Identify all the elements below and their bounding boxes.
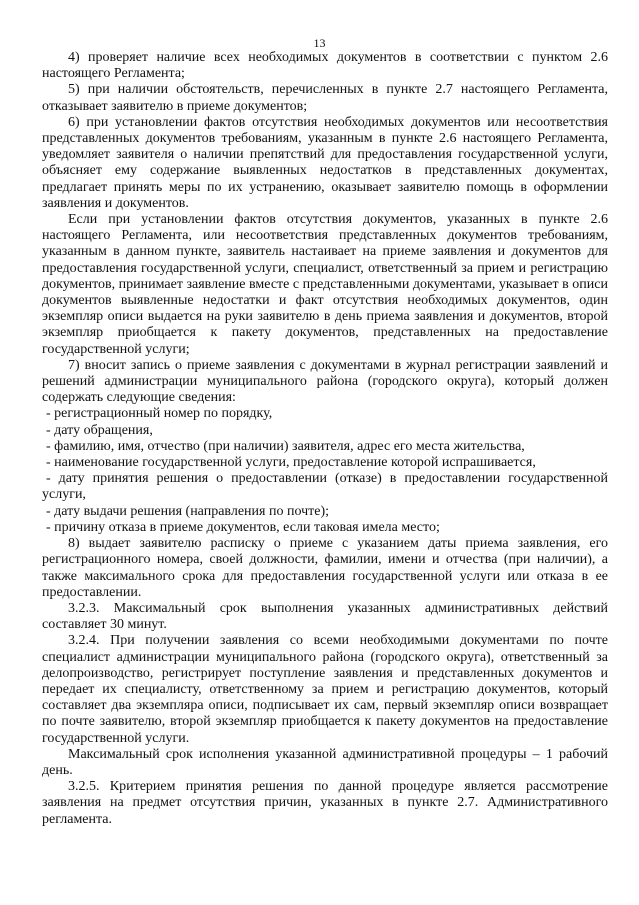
paragraph-3-2-3: 3.2.3. Максимальный срок выполнения указанных административных действий составляет 30 минут. bbox=[42, 600, 608, 633]
list-item-request-date: - дату обращения, bbox=[46, 422, 153, 438]
paragraph-item-5: 5) при наличии обстоятельств, перечисленных в пункте 2.7 настоящего Регламента, отказывает заявителю в приеме документов; bbox=[42, 82, 608, 114]
document-body bbox=[42, 50, 608, 828]
list-item-issue-date: - дату выдачи решения (направления по почте); bbox=[46, 503, 330, 519]
paragraph-item-7: 7) вносит запись о приеме заявления с документами в журнал регистрации заявлений и решений администрации муниципального района (городского округа), который должен содержать следующие сведения: bbox=[42, 357, 608, 406]
list-item-registration-number: - регистрационный номер по порядку, bbox=[46, 406, 273, 422]
paragraph-3-2-4: 3.2.4. При получении заявления со всеми необходимыми документами по почте специалист администрации муниципального района (городского округа), ответственный за делопроизводство, регистрирует поступление заявления и представленных документов и передает их специалисту, ответственному за прием и регистрацию документов, который составляет два экземпляра описи, подписывает их сам, первый экземпляр описи возвращает по почте заявителю, второй экземпляр приобщается к пакету документов на предоставление государственной услуги. bbox=[42, 633, 608, 746]
paragraph-missing-documents: Если при установлении фактов отсутствия документов, указанных в пункте 2.6 настоящего Регламента, или несоответствия представленных документов требованиям, указанным в данном пункте, заявитель настаивает на приеме заявления и документов для предоставления государственной услуги, специалист, ответственный за прием и регистрацию документов, принимает заявление вместе с представленными документами, указывает в описи документов выявленные недостатки и факт отсутствия необходимых документов, один экземпляр описи выдается на руки заявителю в день приема заявления и документов, второй экземпляр приобщается к пакету документов, представленных на предоставление государственной услуги; bbox=[42, 212, 608, 357]
list-item-service-name: - наименование государственной услуги, предоставление которой испрашивается, bbox=[46, 455, 536, 471]
paragraph-item-8: 8) выдает заявителю расписку о приеме с указанием даты приема заявления, его регистрационного номера, своей должности, фамилии, имени и отчества (при наличии), а также максимального срока для предоставления государственной услуги или отказа в ее предоставлении. bbox=[42, 536, 608, 600]
page-number: 13 bbox=[313, 36, 326, 50]
list-item-refusal-reason: - причину отказа в приеме документов, если таковая имела место; bbox=[46, 519, 440, 535]
list-item-applicant-name: - фамилию, имя, отчество (при наличии) заявителя, адрес его места жительства, bbox=[46, 438, 525, 454]
paragraph-max-time: Максимальный срок исполнения указанной административной процедуры – 1 рабочий день. bbox=[42, 746, 608, 778]
list-item-decision-date: - дату принятия решения о предоставлении (отказе) в предоставлении государственной услуги, bbox=[42, 471, 608, 503]
paragraph-item-4: 4) проверяет наличие всех необходимых документов в соответствии с пунктом 2.6 настоящего Регламента; bbox=[42, 50, 608, 82]
paragraph-3-2-5: 3.2.5. Критерием принятия решения по данной процедуре является рассмотрение заявления на предмет отсутствия причин, указанных в пункте 2.7. Административного регламента. bbox=[42, 779, 608, 827]
paragraph-item-6: 6) при установлении фактов отсутствия необходимых документов или несоответствия представленных документов требованиям, указанным в пункте 2.6 настоящего Регламента, уведомляет заявителя о наличии препятствий для предоставления государственной услуги, объясняет ему содержание выявленных недостатков в представленных документах, предлагает принять меры по их устранению, оказывает заявителю помощь в оформлении заявления и документов. bbox=[42, 114, 608, 211]
